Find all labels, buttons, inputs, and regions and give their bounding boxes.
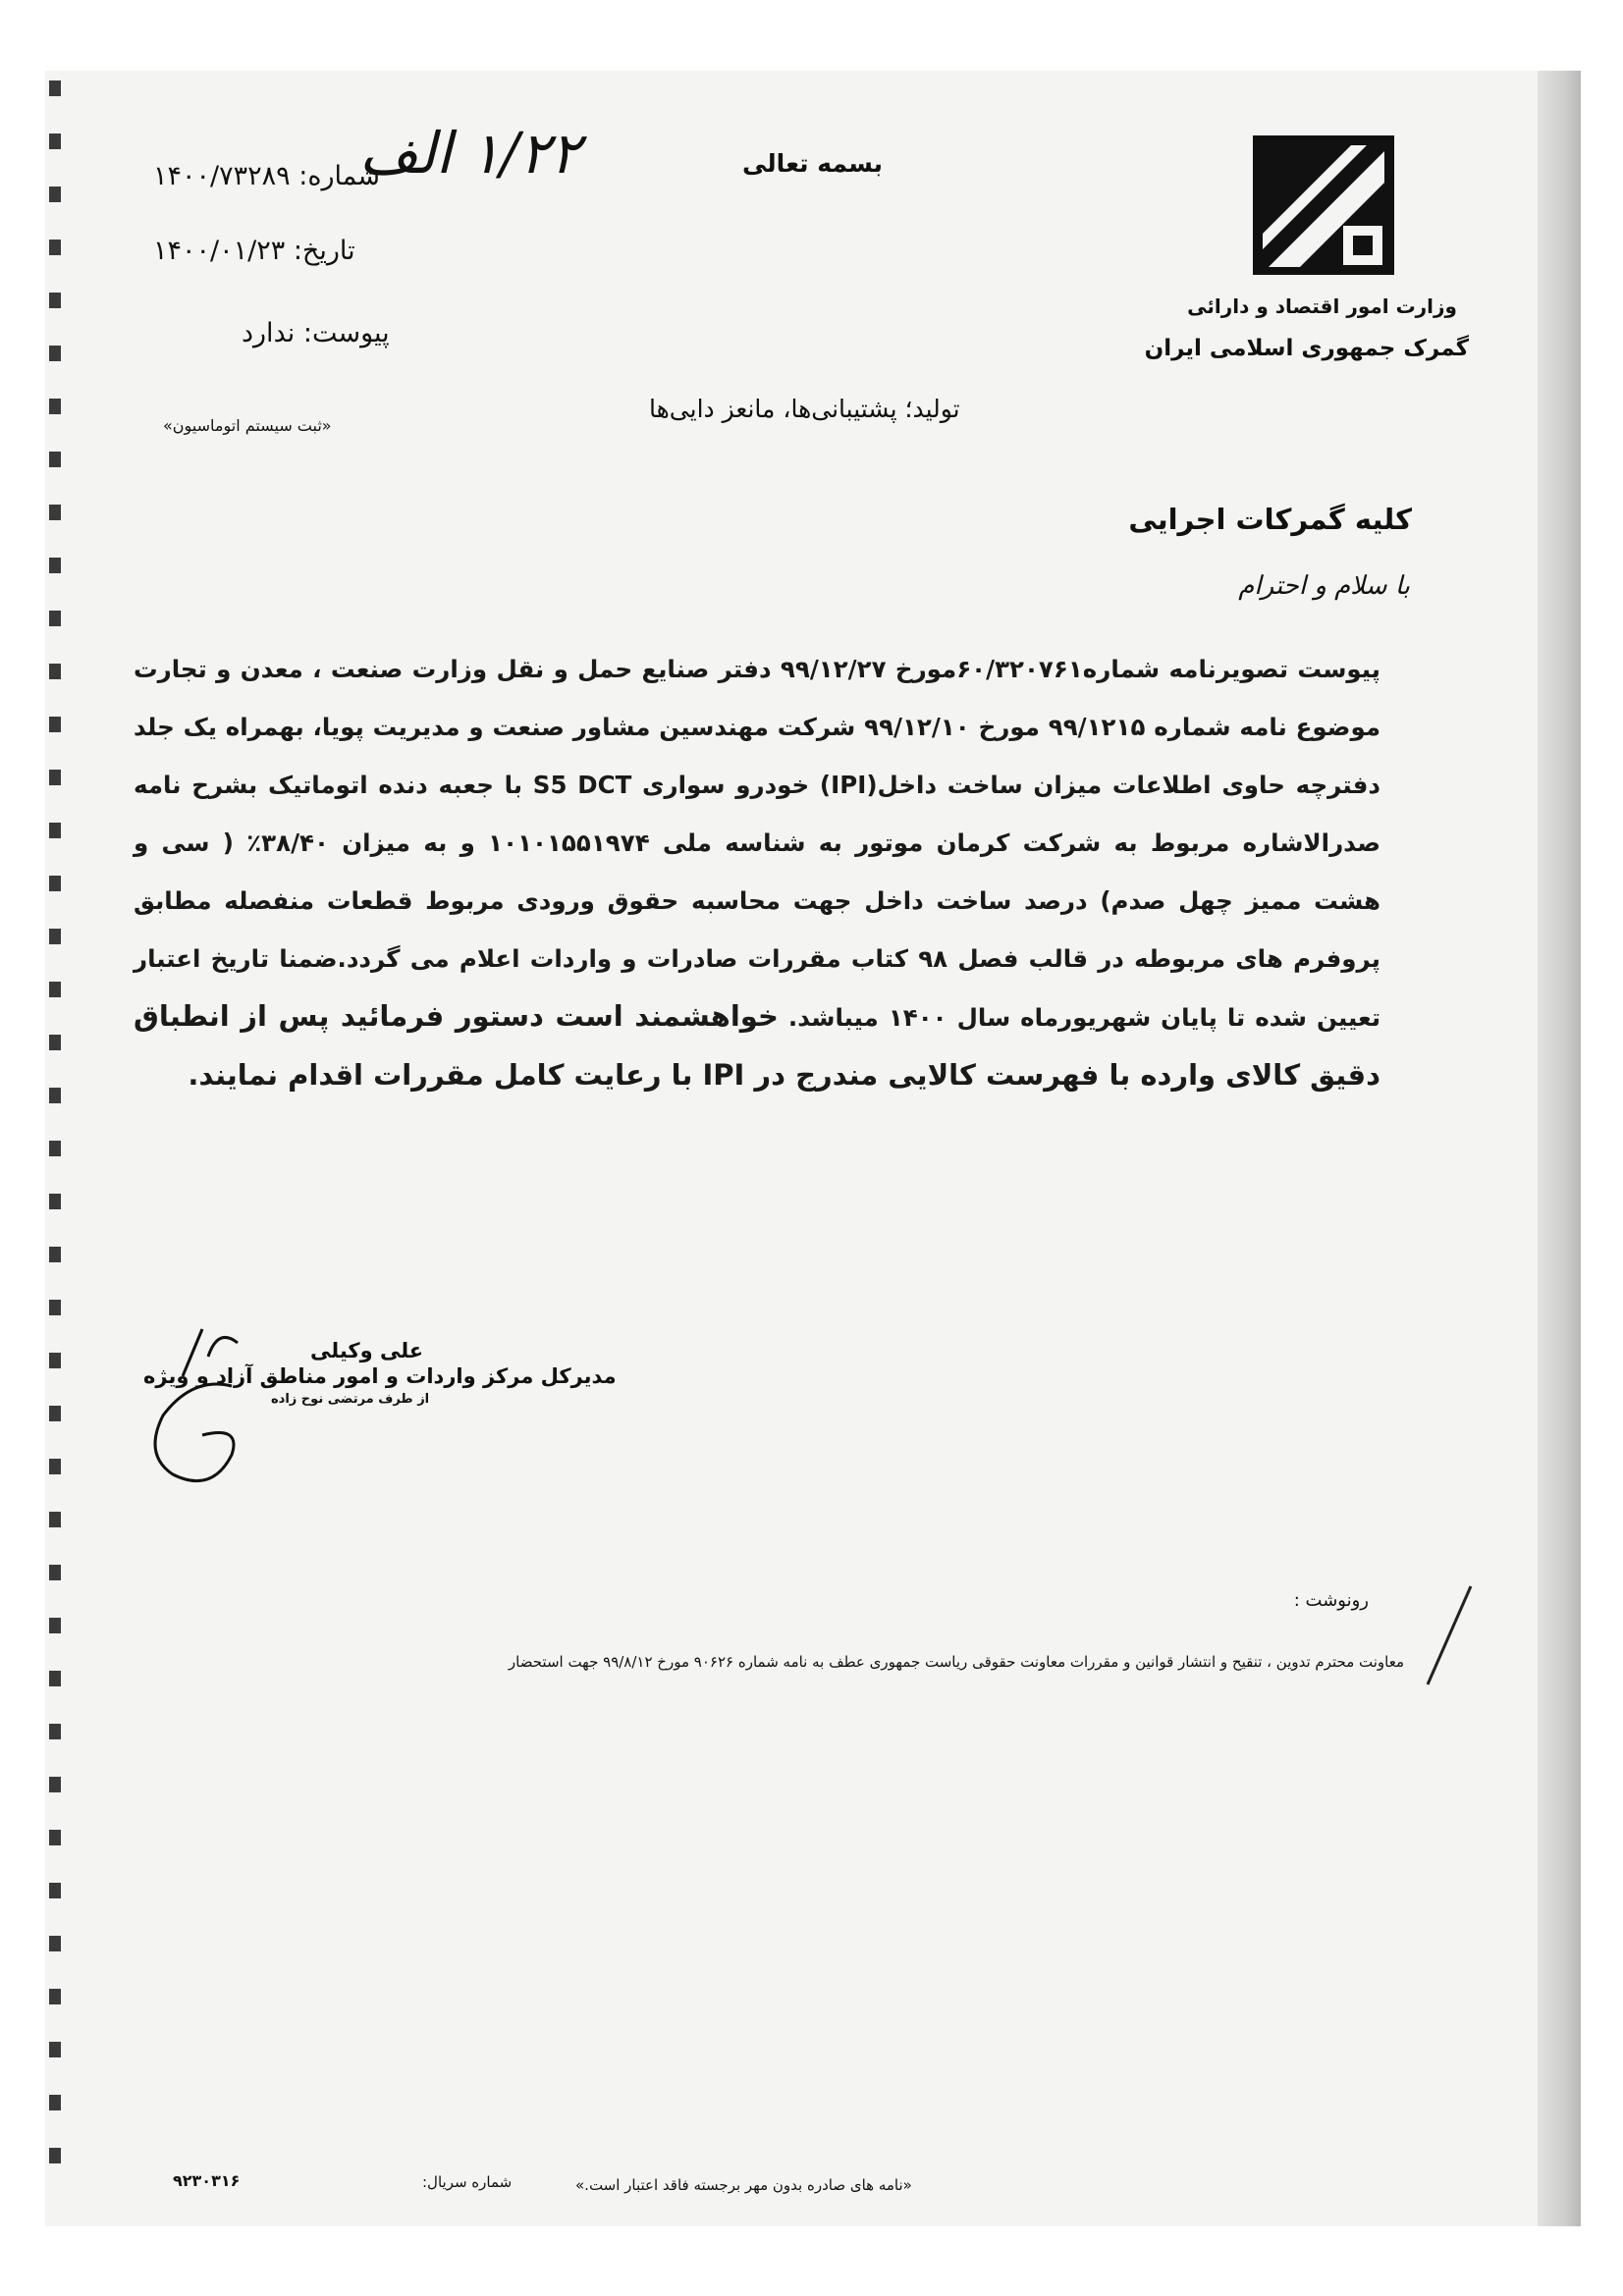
customs-logo (1249, 132, 1398, 279)
handwritten-number: ۱/۲۲ الف (359, 120, 581, 187)
attachment-label: پیوست: (302, 318, 390, 348)
page-edge-shadow (1538, 71, 1581, 2226)
body-emphasis: خواهشمند است دستور فرمائید پس از انطباق دقیق کالای وارده با فهرست کالایی مندرج در IPI با رعایت کامل مقررات اقدام نمایند. (134, 999, 1380, 1092)
footer-note: «نامه های صادره بدون مهر برجسته فاقد اعتبار است.» (575, 2176, 912, 2194)
cc-recipient-line: معاونت محترم تدوین ، تنقیح و انتشار قوانین و مقررات معاونت حقوقی ریاست جمهوری عطف به نامه شماره ۹۰۶۲۶ مورخ ۹۹/۸/۱۲ جهت استحضار (508, 1653, 1404, 1671)
signatory-name: علی وکیلی (310, 1339, 424, 1362)
attachment-value: ندارد (242, 318, 296, 348)
letter-number (153, 161, 380, 191)
number-label: شماره: (298, 161, 380, 191)
date-label: تاریخ: (293, 236, 355, 266)
cc-label: رونوشت : (1293, 1590, 1369, 1611)
org-customs: گمرک جمهوری اسلامی ایران (1144, 336, 1469, 361)
letter-attachment (242, 318, 390, 348)
body-text: پیوست تصویرنامه شماره۶۰/۳۲۰۷۶۱مورخ ۹۹/۱۲/۲۷ دفتر صنایع حمل و نقل وزارت صنعت ، معدن و تجارت موضوع نامه شماره ۹۹/۱۲۱۵ مورخ ۹۹/۱۲/۱۰ شرکت مهندسین مشاور صنعت و مدیریت پویا، بهمراه یک جلد دفترچه حاوی اطلاعات میزان ساخت داخل(IPI) خودرو سواری S5 DCT با جعبه دنده اتوماتیک بشرح نامه صدرالاشاره مربوط به شرکت کرمان موتور به شناسه ملی ۱۰۱۰۱۵۵۱۹۷۴ و به میزان ۳۸/۴۰٪ ( سی و هشت ممیز چهل صدم) درصد ساخت داخل جهت محاسبه حقوق ورودی مربوط قطعات منفصله مطابق پروفرم های مربوطه در قالب فصل ۹۸ کتاب مقررات صادرات و واردات اعلام می گردد.ضمنا تاریخ اعتبار تعیین شده تا پایان شهریورماه سال ۱۴۰۰ میباشد. (134, 655, 1381, 1032)
automation-register-note: «ثبت سیستم اتوماسیون» (163, 416, 332, 435)
signatory-note: از طرف مرتضی نوح زاده (271, 1392, 430, 1407)
serial-value: ۹۲۳۰۳۱۶ (173, 2171, 241, 2190)
distribution-note: تولید؛ پشتیبانی‌ها، مانعز دایی‌ها (649, 395, 960, 423)
date-value: ۱۴۰۰/۰۱/۲۳ (153, 236, 286, 266)
letter-date (153, 236, 355, 266)
handwritten-slash (1420, 1582, 1479, 1690)
number-value: ۱۴۰۰/۷۳۲۸۹ (153, 161, 291, 191)
letter-page (45, 71, 1581, 2226)
serial-label: شماره سریال: (422, 2173, 513, 2191)
signatory-title: مدیرکل مرکز واردات و امور مناطق آزاد و ویژه (143, 1364, 617, 1388)
greeting: با سلام و احترام (1238, 571, 1410, 601)
org-ministry: وزارت امور اقتصاد و دارائی (1187, 294, 1457, 318)
letter-body (134, 640, 1380, 1105)
binding-holes (49, 80, 61, 2201)
bismillah-heading: بسمه تعالی (742, 149, 884, 178)
recipient: کلیه گمرکات اجرایی (1128, 503, 1412, 536)
